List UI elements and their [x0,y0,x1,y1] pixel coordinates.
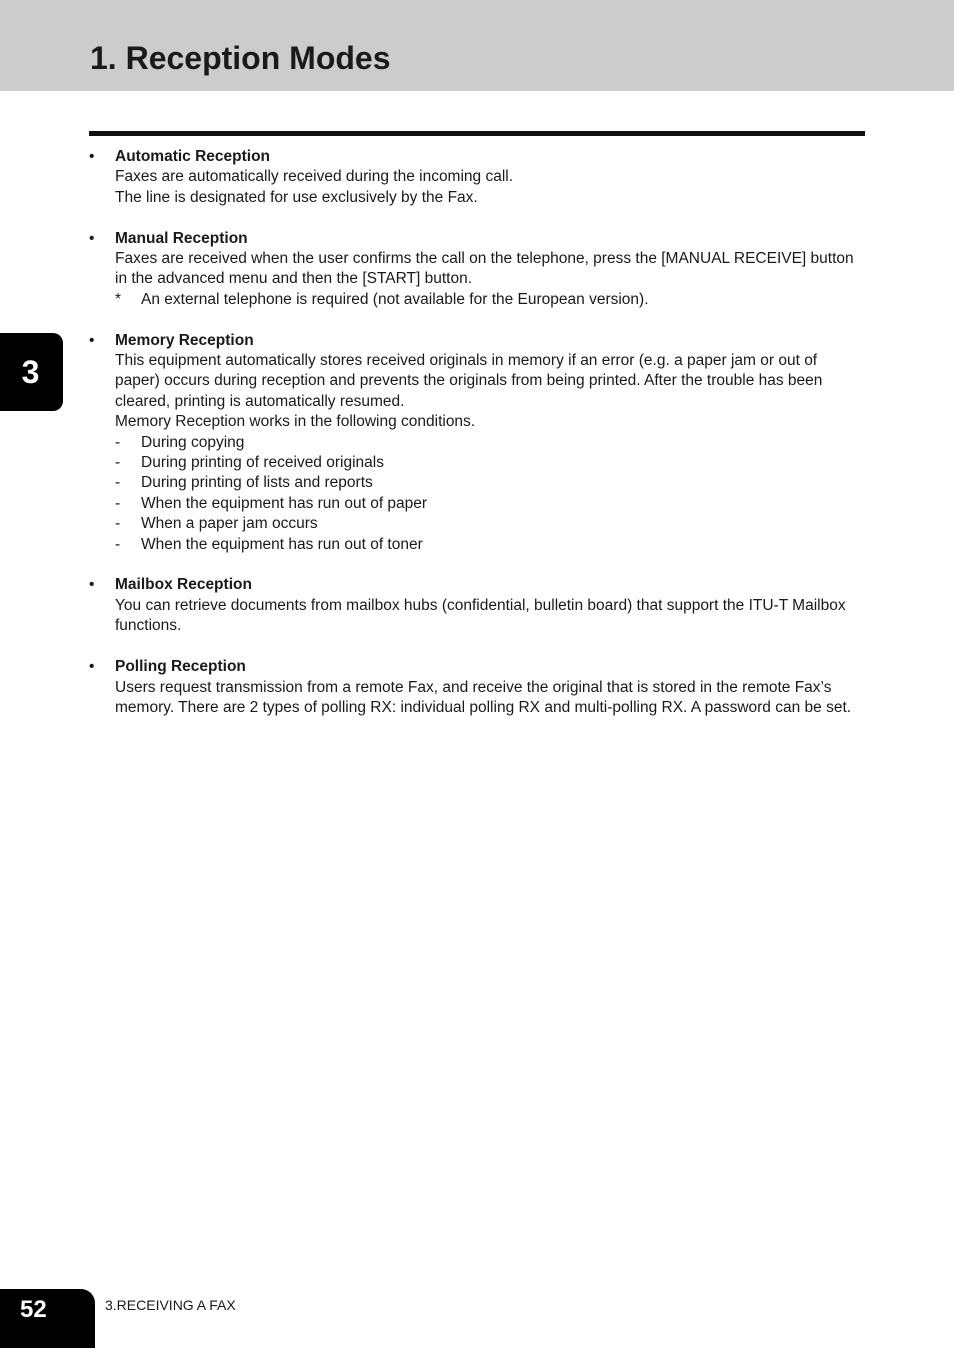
chapter-tab: 3 [0,333,63,411]
condition-text: During copying [141,433,245,451]
dash-marker: - [115,535,121,553]
condition-text: When the equipment has run out of toner [141,535,423,553]
section-title: Memory Reception [115,331,254,349]
section-title: Automatic Reception [115,148,271,165]
paragraph: You can retrieve documents from mailbox hubs (confidential, bulletin board) that support the ITU-T Mailbox functions. [115,596,846,635]
condition-item [115,453,865,473]
section-title: Mailbox Reception [115,576,252,594]
page-number: 52 [20,1296,47,1323]
condition-item [115,514,865,534]
section-automatic-reception [89,147,865,208]
bullet-marker: • [89,576,95,594]
footer-chapter-label: 3.RECEIVING A FAX [105,1297,236,1313]
bullet-marker: • [89,229,95,247]
condition-item [115,535,865,555]
dash-marker: - [115,433,121,451]
page-number-tab [0,1289,95,1348]
condition-text: During printing of received originals [141,454,384,472]
content [89,147,865,739]
bullet-marker: • [89,658,95,676]
bullet-marker: • [89,148,95,165]
bullet-marker: • [89,331,95,349]
section-mailbox-reception [89,575,865,636]
condition-item [115,494,865,514]
page-title: 1. Reception Modes [90,40,391,76]
condition-text: When a paper jam occurs [141,515,318,533]
paragraph: This equipment automatically stores received originals in memory if an error (e.g. a paper jam or out of paper) occurs during reception and prevents the originals from being printed. After the trouble has been cleared, printing is automatically resumed. [115,352,823,410]
paragraph: Faxes are automatically received during the incoming call. [115,168,514,186]
dash-marker: - [115,494,121,512]
note-item [115,290,865,310]
paragraph: Memory Reception works in the following conditions. [115,413,476,431]
section-title: Polling Reception [115,658,246,676]
title-rule [89,131,865,136]
section-title: Manual Reception [115,229,248,247]
paragraph: Faxes are received when the user confirms the call on the telephone, press the [MANUAL RECEIVE] button in the advanced menu and then the [START] button. [115,250,854,288]
note-marker: * [115,290,122,308]
dash-marker: - [115,474,121,492]
dash-marker: - [115,515,121,533]
section-memory-reception [89,331,865,555]
dash-marker: - [115,454,121,472]
condition-text: During printing of lists and reports [141,474,373,492]
condition-item [115,433,865,453]
paragraph: Users request transmission from a remote Fax, and receive the original that is stored in the remote Fax’s memory. There are 2 types of polling RX: individual polling RX and multi-polling RX. A password can be set. [115,678,852,716]
condition-item [115,473,865,493]
section-manual-reception [89,229,865,311]
paragraph: The line is designated for use exclusively by the Fax. [115,188,478,206]
condition-text: When the equipment has run out of paper [141,494,428,512]
note-text: An external telephone is required (not available for the European version). [141,290,649,308]
section-polling-reception [89,657,865,718]
